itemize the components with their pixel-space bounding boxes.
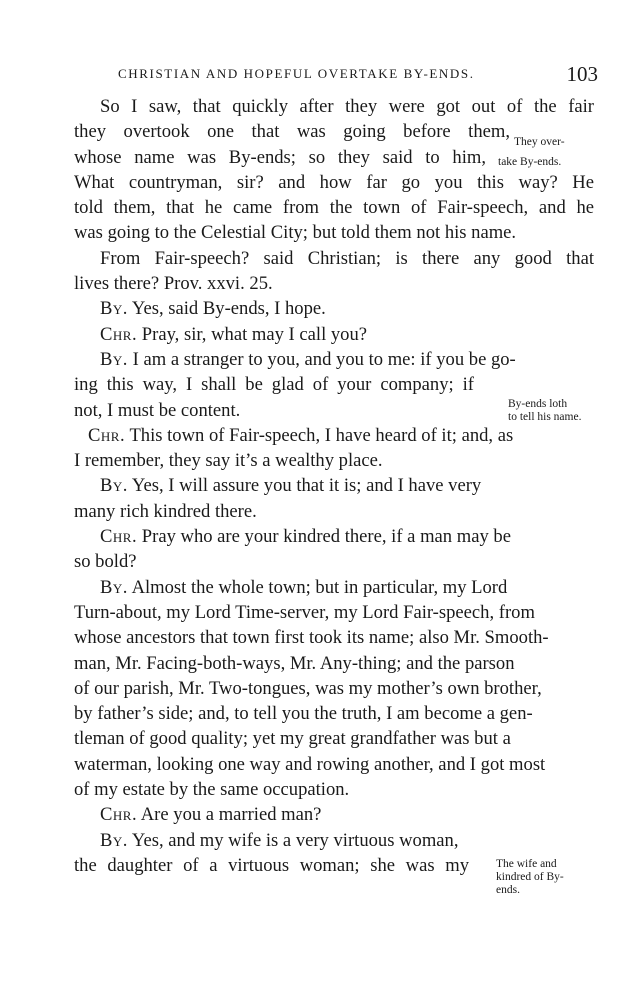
text-line: Turn-about, my Lord Time-server, my Lord Fair-speech, from bbox=[74, 601, 535, 623]
text-line: waterman, looking one way and rowing another, and I got most bbox=[74, 753, 546, 775]
text-line: By. Almost the whole town; but in particular, my Lord bbox=[100, 576, 508, 598]
text-line: man, Mr. Facing-both-ways, Mr. Any-thing; and the parson bbox=[74, 652, 515, 674]
margin-note: By-ends loth to tell his name. bbox=[508, 398, 582, 423]
speaker-label: By. bbox=[100, 348, 128, 370]
running-head: CHRISTIAN AND HOPEFUL OVERTAKE BY-ENDS. bbox=[118, 66, 475, 81]
speaker-label: Chr. bbox=[88, 424, 126, 446]
text-line: lives there? Prov. xxvi. 25. bbox=[74, 273, 273, 295]
text-line: they overtook one that was going before them, bbox=[74, 121, 510, 143]
margin-note: They over- bbox=[514, 136, 565, 148]
speaker-label: Chr. bbox=[100, 526, 138, 548]
margin-note: The wife and kindred of By- ends. bbox=[496, 858, 564, 896]
text-line: Chr. Are you a married man? bbox=[100, 804, 322, 826]
speaker-label: Chr. bbox=[100, 323, 138, 345]
speaker-label: Chr. bbox=[100, 804, 138, 826]
text-line: By. Yes, said By-ends, I hope. bbox=[100, 298, 326, 320]
text-line: ing this way, I shall be glad of your company; if bbox=[74, 374, 474, 396]
text-line: What countryman, sir? and how far go you this way? He bbox=[74, 171, 594, 193]
text-line: tleman of good quality; yet my great grandfather was but a bbox=[74, 728, 511, 750]
speaker-label: By. bbox=[100, 475, 128, 497]
text-line: not, I must be content. bbox=[74, 399, 241, 421]
speaker-label: By. bbox=[100, 298, 128, 320]
text-line: By. I am a stranger to you, and you to me: if you be go- bbox=[100, 348, 516, 370]
text-line: Chr. Pray, sir, what may I call you? bbox=[100, 323, 368, 345]
text-line: the daughter of a virtuous woman; she was my bbox=[74, 854, 470, 876]
text-line: by father’s side; and, to tell you the truth, I am become a gen- bbox=[74, 703, 533, 725]
text-line: of our parish, Mr. Two-tongues, was my mother’s own brother, bbox=[74, 677, 542, 699]
body-text bbox=[74, 94, 594, 878]
margin-note: take By-ends. bbox=[498, 156, 562, 168]
text-line: so bold? bbox=[74, 551, 137, 573]
speaker-label: By. bbox=[100, 576, 128, 598]
text-line: By. Yes, and my wife is a very virtuous woman, bbox=[100, 829, 459, 851]
text-line: Chr. This town of Fair-speech, I have heard of it; and, as bbox=[88, 424, 514, 446]
text-line: From Fair-speech? said Christian; is there any good that bbox=[100, 247, 594, 269]
text-line: whose name was By-ends; so they said to him, bbox=[74, 146, 486, 168]
text-line: many rich kindred there. bbox=[74, 500, 257, 522]
text-line: So I saw, that quickly after they were got out of the fair bbox=[100, 96, 594, 117]
page-header bbox=[118, 62, 598, 90]
text-line: whose ancestors that town first took its name; also Mr. Smooth- bbox=[74, 627, 549, 649]
text-line: I remember, they say it’s a wealthy place. bbox=[74, 450, 383, 472]
text-line: Chr. Pray who are your kindred there, if a man may be bbox=[100, 526, 511, 548]
text-line: told them, that he came from the town of Fair-speech, and he bbox=[74, 197, 594, 219]
speaker-label: By. bbox=[100, 829, 128, 851]
text-line: By. Yes, I will assure you that it is; and I have very bbox=[100, 475, 482, 497]
page-number: 103 bbox=[566, 62, 598, 86]
text-line: of my estate by the same occupation. bbox=[74, 779, 350, 801]
text-line: was going to the Celestial City; but told them not his name. bbox=[74, 222, 517, 244]
